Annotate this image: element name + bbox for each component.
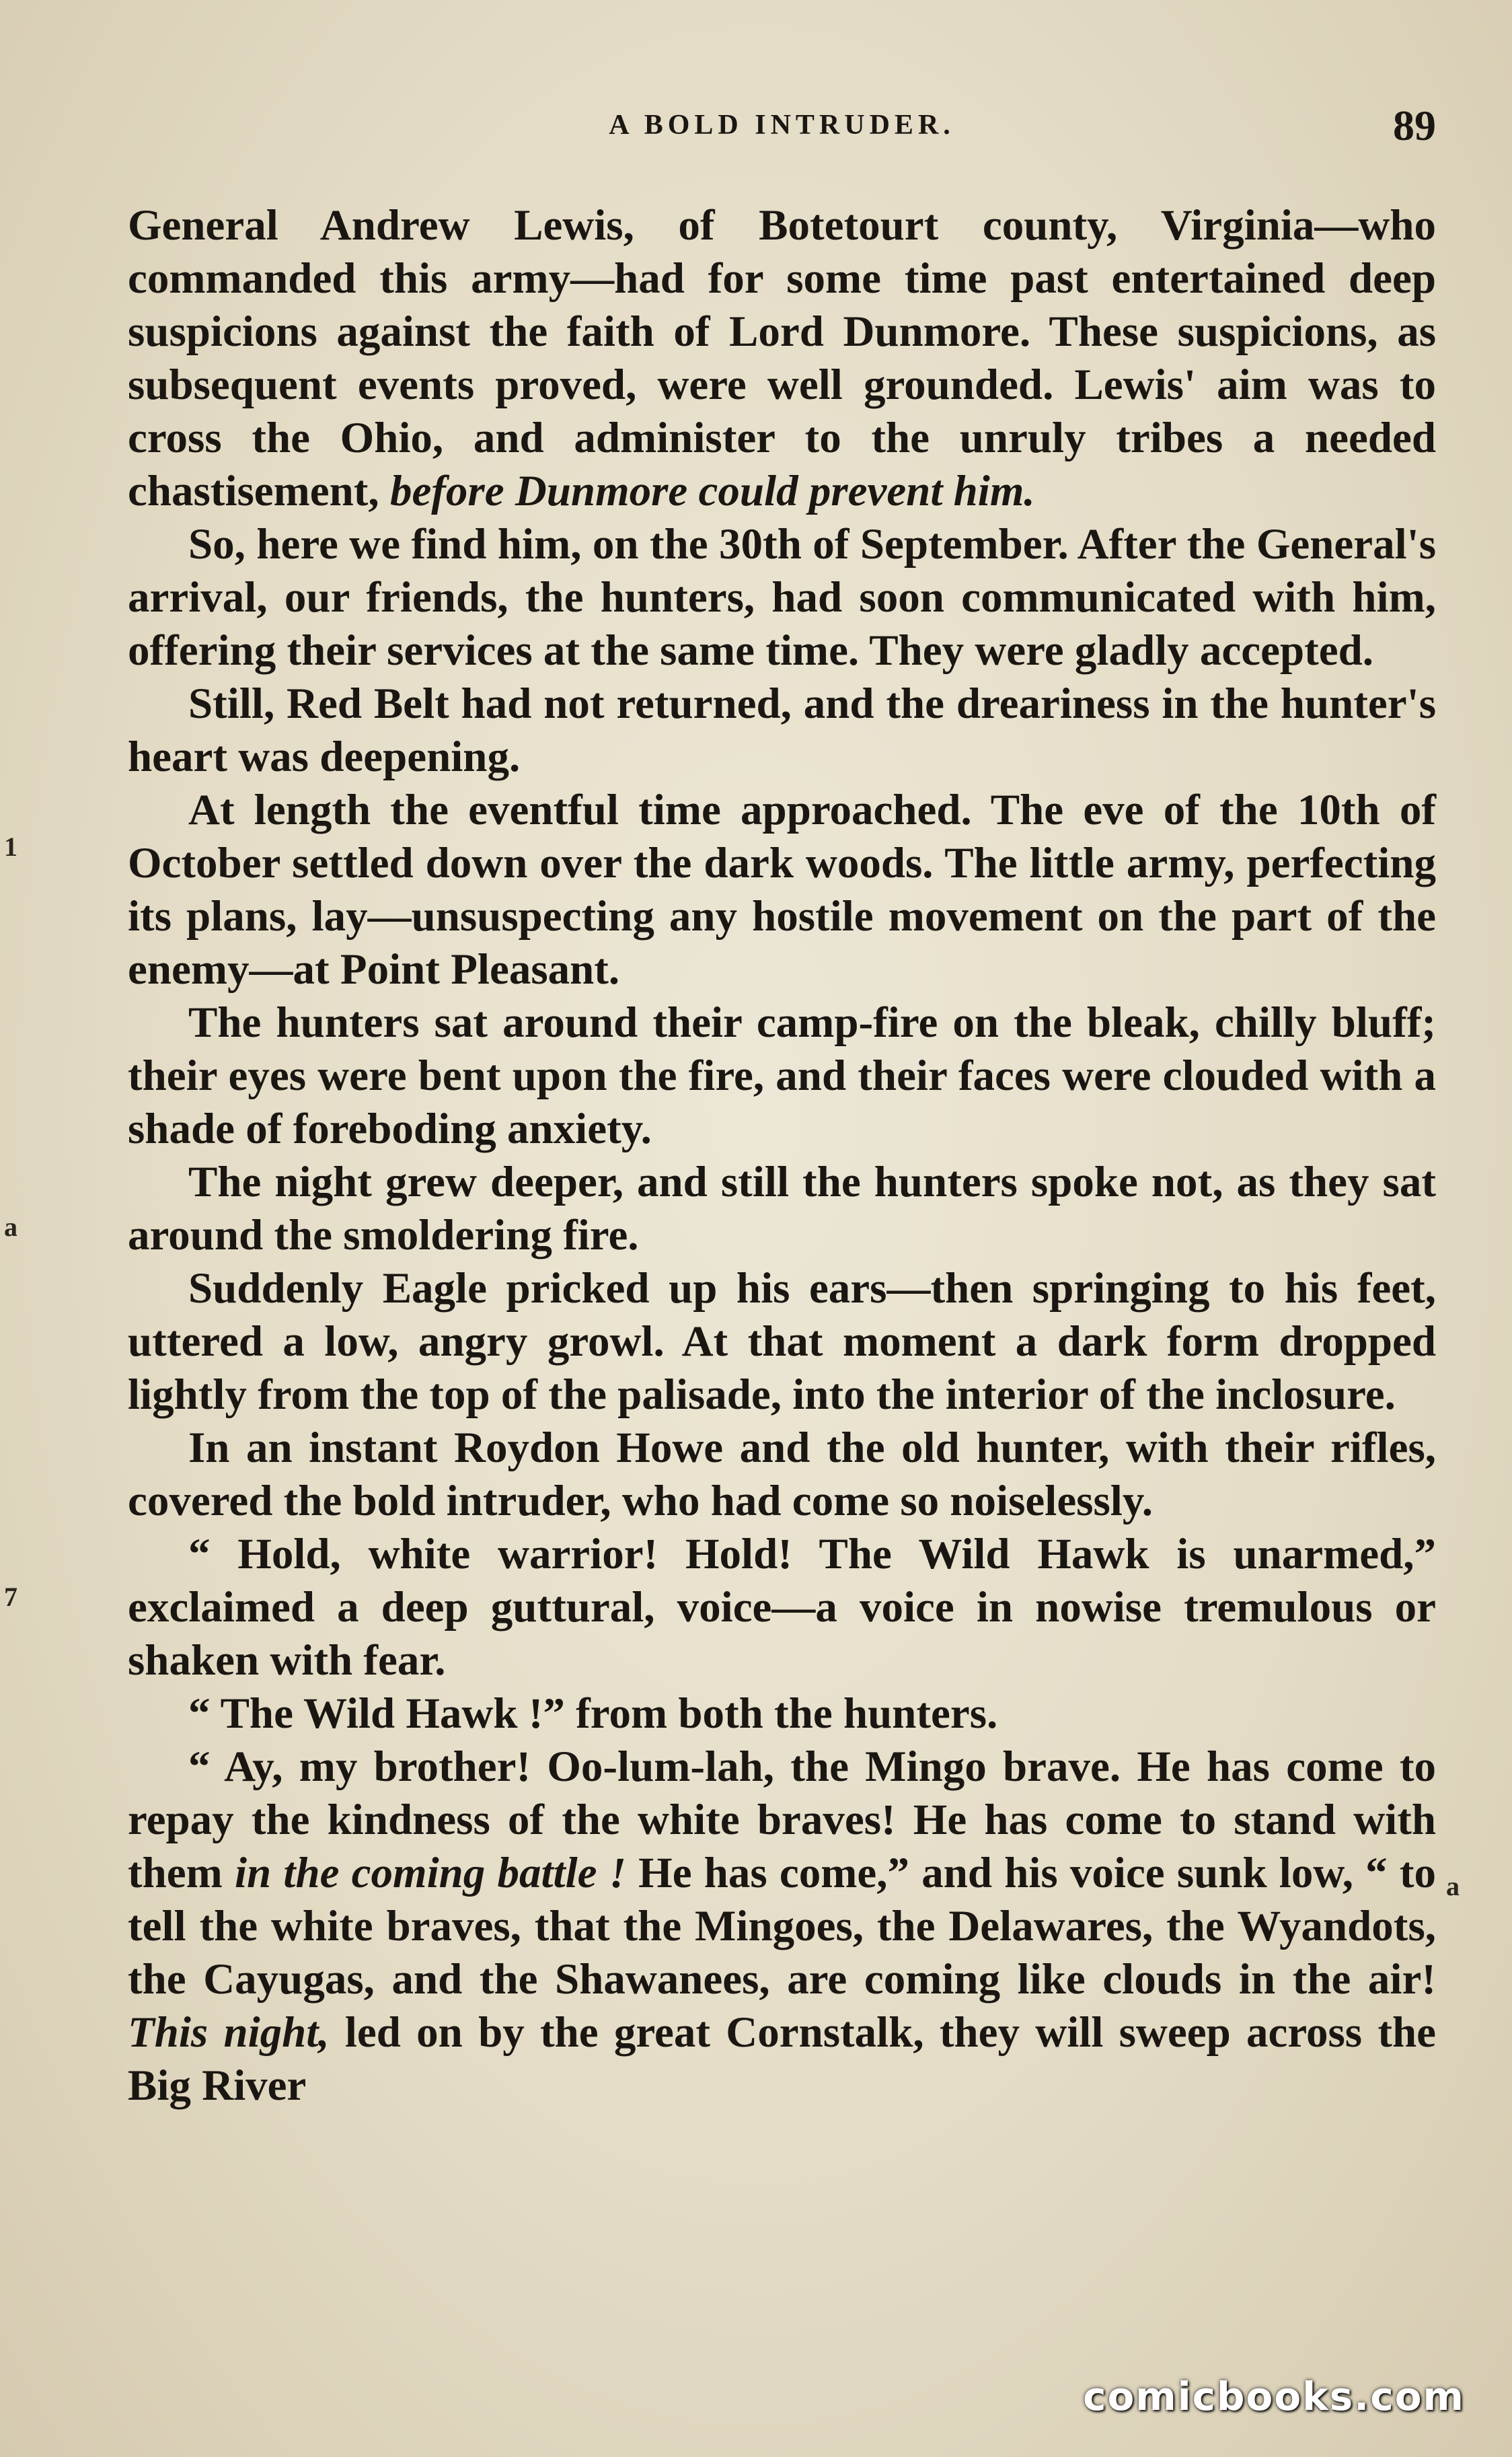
text-run: Still, Red Belt had not returned, and the dreariness in the hunter's heart was deepening. [128,680,1436,781]
paragraph [128,784,1436,996]
italic-text: in the coming battle ! [235,1849,626,1897]
margin-mark: a [1446,1871,1460,1901]
paragraph [128,1740,1436,2113]
text-run: “ Ay, my brother! Oo-lum-lah, the Mingo brave. He has come to repay the kindness of the white braves! He has come to stand with them [128,1743,1436,1897]
text-run: “ The Wild Hawk !” from both the hunters. [188,1689,998,1738]
italic-text: before Dunmore could prevent him. [389,467,1035,515]
paragraph [128,1422,1436,1528]
text-run: led on by the great Cornstalk, they will sweep across the Big River [128,2008,1436,2110]
text-run: Suddenly Eagle pricked up his ears—then springing to his feet, uttered a low, angry growl. At that moment a dark form dropped lightly from the top of the palisade, into the interior of the inclosure. [128,1264,1436,1419]
text-run: “ Hold, white warrior! Hold! The Wild Hawk is unarmed,” exclaimed a deep guttural, voice—a voice in nowise tremulous or shaken with fear. [128,1530,1436,1685]
margin-mark: 7 [4,1582,17,1612]
paragraph [128,996,1436,1156]
text-run: At length the eventful time approached. The eve of the 10th of October settled down over the dark woods. The little army, perfecting its plans, lay—unsuspecting any hostile movement on the part of the enemy—at Point Pleasant. [128,786,1436,994]
text-run: So, here we find him, on the 30th of September. After the General's arrival, our friends, the hunters, had soon communicated with him, offering their services at the same time. They were gladly accepted. [128,520,1436,675]
paragraph [128,199,1436,518]
paragraph [128,1528,1436,1687]
body-text [128,199,1436,2113]
paragraph [128,1156,1436,1262]
running-title: A BOLD INTRUDER. [609,110,955,141]
text-run: In an instant Roydon Howe and the old hunter, with their rifles, covered the bold intruder, who had come so noiselessly. [128,1424,1436,1525]
paragraph [128,677,1436,784]
italic-text: This night, [128,2008,330,2057]
text-run: He has come,” and his voice sunk low, “ to tell the white braves, that the Mingoes, the Delawares, the Wyandots, the Cayugas, and the Shawanees, are coming like clouds in the air! [128,1849,1436,2004]
paragraph [128,1687,1436,1740]
margin-mark: 1 [4,832,17,862]
text-run: General Andrew Lewis, of Botetourt county, Virginia—who commanded this army—had for some time past entertained deep suspicions against the faith of Lord Dunmore. These suspicions, as subsequent events proved, were well grounded. Lewis' aim was to cross the Ohio, and administer to the unruly tribes a needed chastisement, [128,201,1436,515]
paragraph [128,1262,1436,1422]
page-header [128,101,1436,155]
margin-mark: a [4,1212,17,1242]
text-run: The hunters sat around their camp-fire on the bleak, chilly bluff; their eyes were bent upon the fire, and their faces were clouded with a shade of foreboding anxiety. [128,998,1436,1153]
paragraph [128,518,1436,677]
page-number: 89 [1393,102,1436,149]
watermark-logo: comicbooks.com [1083,2374,1465,2419]
text-run: The night grew deeper, and still the hunters spoke not, as they sat around the smoldering fire. [128,1158,1436,1259]
